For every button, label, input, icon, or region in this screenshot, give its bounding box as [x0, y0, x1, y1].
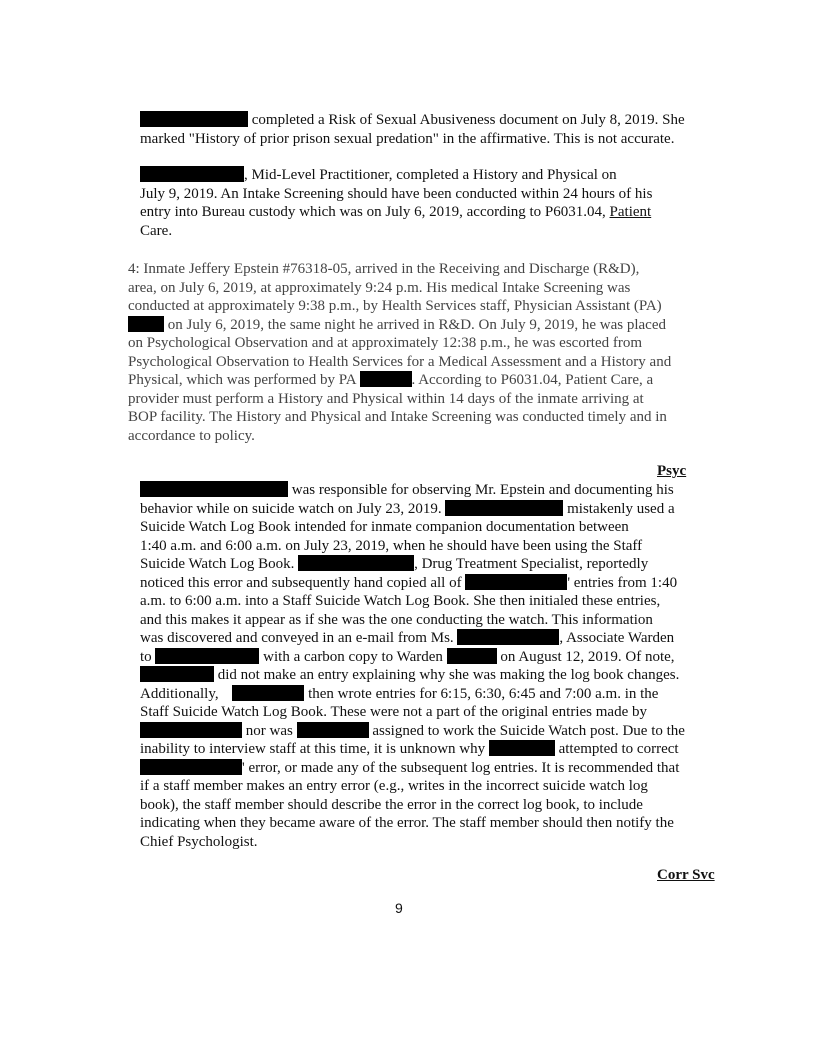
text-line: Chief Psychologist.: [140, 833, 258, 850]
text-line: area, on July 6, 2019, at approximately 9:24 p.m. His medical Intake Screening was: [128, 279, 631, 296]
redaction-box: [447, 648, 497, 664]
redaction-box: [140, 722, 242, 738]
text-line: provider must perform a History and Physical within 14 days of the inmate arriving at: [128, 390, 644, 407]
redaction-box: [155, 648, 259, 664]
text-line: on July 6, 2019, the same night he arrived in R&D. On July 9, 2019, he was placed: [128, 316, 666, 334]
text-line: Suicide Watch Log Book intended for inmate companion documentation between: [140, 519, 629, 535]
text-line: book), the staff member should describe the error in the correct log book, to include: [140, 796, 643, 813]
section-header-psyc: Psyc: [657, 463, 687, 479]
text-line: on Psychological Observation and at approximately 12:38 p.m., he was escorted from: [128, 335, 643, 351]
redaction-box: [297, 722, 369, 738]
text-line: was discovered and conveyed in an e-mail from Ms. , Associate Warden: [140, 630, 675, 646]
redaction-box: [445, 500, 563, 516]
text-line: , Mid-Level Practitioner, completed a History and Physical on: [140, 166, 617, 184]
text-line: nor was assigned to work the Suicide Watch post. Due to the: [140, 722, 685, 740]
text-line: Additionally, then wrote entries for 6:15, 6:30, 6:45 and 7:00 a.m. in the: [140, 685, 659, 702]
redaction-box: [489, 740, 555, 756]
text-line: ' error, or made any of the subsequent log entries. It is recommended that: [140, 759, 679, 777]
redaction-box: [140, 111, 248, 127]
redaction-box: [140, 166, 244, 182]
text-line: 4: Inmate Jeffery Epstein #76318-05, arrived in the Receiving and Discharge (R&D),: [128, 261, 640, 277]
section-header-corr-svc: Corr Svc: [657, 867, 715, 883]
text-line: to with a carbon copy to Warden on August 12, 2019. Of note,: [140, 648, 675, 665]
text-line: marked "History of prior prison sexual predation" in the affirmative. This is not accurate.: [140, 130, 675, 147]
redaction-box: [140, 481, 288, 497]
text-line: if a staff member makes an entry error (e.g., writes in the incorrect suicide watch log: [140, 778, 648, 794]
text-line: 1:40 a.m. and 6:00 a.m. on July 23, 2019, when he should have been using the Staff: [140, 537, 643, 554]
text-line: Physical, which was performed by PA . According to P6031.04, Patient Care, a: [128, 372, 654, 388]
redaction-box: [128, 316, 164, 332]
redaction-box: [457, 629, 559, 645]
text-line: was responsible for observing Mr. Epstein and documenting his: [140, 481, 674, 499]
text-line: behavior while on suicide watch on July 23, 2019. mistakenly used a: [140, 500, 675, 517]
policy-title: Patient: [609, 204, 652, 220]
text-line: Care.: [140, 222, 173, 239]
redaction-box: [140, 666, 214, 682]
text-line: and this makes it appear as if she was the one conducting the watch. This information: [140, 611, 653, 628]
redaction-box: [140, 759, 242, 775]
text-line: a.m. to 6:00 a.m. into a Staff Suicide Watch Log Book. She then initialed these entries,: [140, 593, 661, 609]
text-line: Staff Suicide Watch Log Book. These were not a part of the original entries made by: [140, 704, 647, 720]
text-line: conducted at approximately 9:38 p.m., by Health Services staff, Physician Assistant (PA): [128, 298, 662, 314]
text-line: Psychological Observation to Health Services for a Medical Assessment and a History and: [128, 353, 672, 370]
redaction-box: [465, 574, 567, 590]
text-line: inability to interview staff at this time, it is unknown why attempted to correct: [140, 741, 679, 757]
text-line: indicating when they became aware of the error. The staff member should then notify the: [140, 815, 674, 831]
text-line: accordance to policy.: [128, 427, 255, 444]
text-line: noticed this error and subsequently hand copied all of ' entries from 1:40: [140, 574, 678, 591]
redaction-box: [298, 555, 414, 571]
text-line: entry into Bureau custody which was on July 6, 2019, according to P6031.04, Patient: [140, 204, 652, 220]
text-line: July 9, 2019. An Intake Screening should have been conducted within 24 hours of his: [140, 185, 653, 202]
text-line: completed a Risk of Sexual Abusiveness document on July 8, 2019. She: [140, 111, 685, 129]
text-line: Suicide Watch Log Book. , Drug Treatment Specialist, reportedly: [140, 556, 649, 572]
redaction-box: [232, 685, 304, 701]
text-line: BOP facility. The History and Physical and Intake Screening was conducted timely and in: [128, 409, 667, 425]
page-number: 9: [395, 900, 403, 916]
redaction-box: [360, 371, 412, 387]
text-line: did not make an entry explaining why she was making the log book changes.: [140, 666, 679, 684]
